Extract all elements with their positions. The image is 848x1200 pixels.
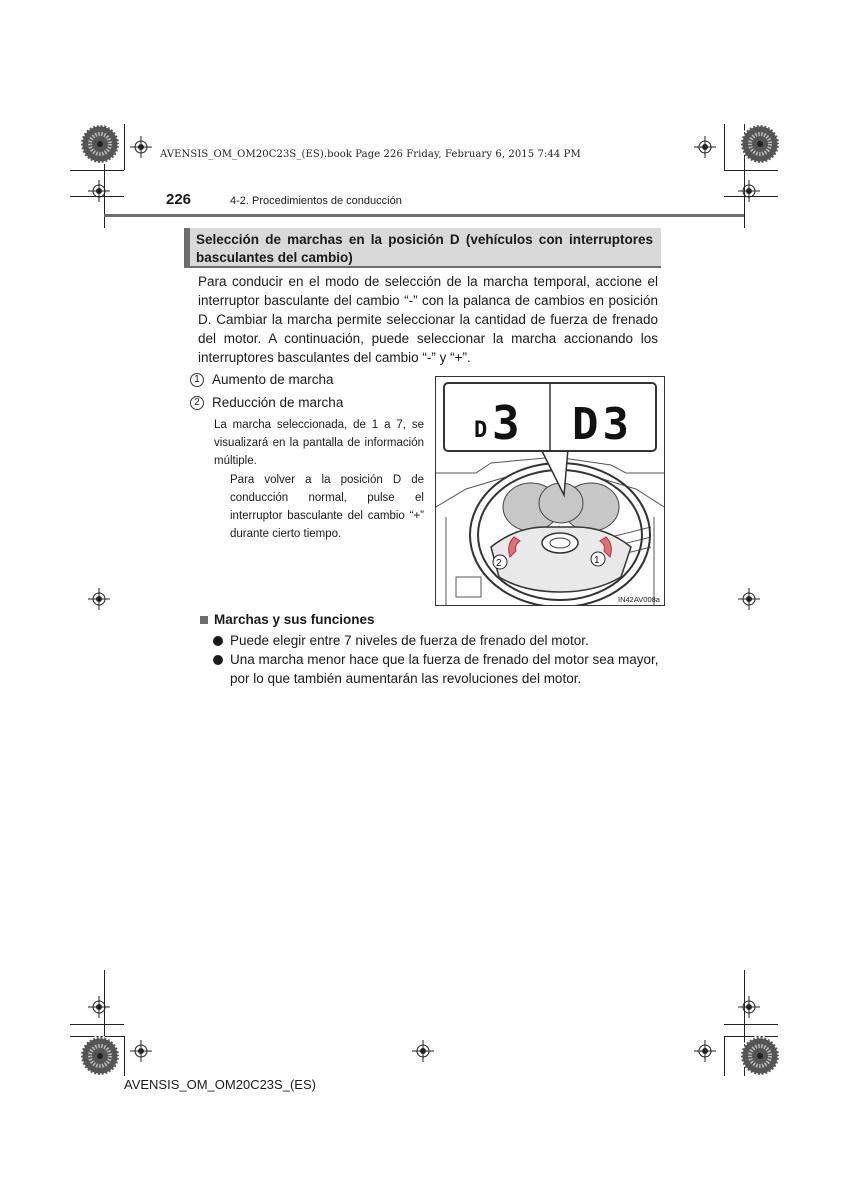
registration-mark-icon — [694, 1040, 716, 1062]
print-info: AVENSIS_OM_OM20C23S_(ES).book Page 226 Friday, February 6, 2015 7:44 PM — [160, 149, 581, 160]
rosette-mark-icon — [740, 124, 780, 164]
crop-line — [724, 1024, 778, 1025]
registration-mark-icon — [738, 180, 760, 202]
crop-line — [124, 1036, 125, 1076]
steering-wheel-illustration — [436, 377, 664, 605]
registration-mark-icon — [738, 996, 760, 1018]
header-rule — [104, 214, 744, 217]
note-selected-gear: La marcha seleccionada, de 1 a 7, se visualizará en la pantalla de información múltiple. — [214, 419, 424, 467]
bullet-dot-icon — [213, 655, 223, 665]
rosette-mark-icon — [80, 124, 120, 164]
marker-2: 2 — [496, 558, 502, 569]
square-bullet-icon — [200, 616, 208, 624]
list-item — [212, 650, 662, 688]
note-return-d: Para volver a la posición D de conducción normal, pulse el interruptor basculante del cambio “+” durante cierto tiempo. — [230, 474, 424, 540]
crop-line — [124, 124, 125, 170]
registration-mark-icon — [130, 136, 152, 158]
registration-mark-icon — [412, 1040, 434, 1062]
steering-wheel-figure — [435, 376, 665, 606]
callout-item — [190, 395, 343, 410]
section-title: 4-2. Procedimientos de conducción — [230, 195, 402, 207]
bullet-dot-icon — [213, 636, 223, 646]
rosette-mark-icon — [80, 1036, 120, 1076]
crop-line — [724, 124, 725, 170]
crop-line — [724, 1036, 725, 1076]
subsection-heading — [200, 612, 375, 627]
footer-text: AVENSIS_OM_OM20C23S_(ES) — [124, 1077, 316, 1092]
callout-label: Aumento de marcha — [212, 372, 334, 387]
display-left-big: 3 — [492, 396, 520, 450]
registration-mark-icon — [88, 588, 110, 610]
subsection-title: Marchas y sus funciones — [214, 612, 375, 627]
crop-line — [70, 170, 124, 171]
crop-line — [724, 170, 778, 171]
callout-label: Reducción de marcha — [212, 395, 344, 410]
bullet-list — [212, 631, 662, 688]
callout-number: 1 — [190, 373, 204, 387]
registration-mark-icon — [88, 180, 110, 202]
registration-mark-icon — [738, 588, 760, 610]
registration-mark-icon — [130, 1040, 152, 1062]
registration-mark-icon — [88, 996, 110, 1018]
page-number: 226 — [166, 191, 192, 208]
list-item-text: Puede elegir entre 7 niveles de fuerza de frenado del motor. — [230, 633, 589, 648]
list-item-text: Una marcha menor hace que la fuerza de frenado del motor sea mayor, por lo que también aumentarán las revoluciones del motor. — [230, 652, 659, 686]
marker-1: 1 — [594, 555, 600, 566]
display-right: D3 — [572, 399, 633, 450]
crop-line — [70, 1024, 124, 1025]
callout-number: 2 — [190, 396, 204, 410]
callout-item — [190, 372, 334, 387]
rosette-mark-icon — [740, 1036, 780, 1076]
section-heading: Selección de marchas en la posición D (vehículos con interruptores basculantes del cambio) — [184, 228, 661, 268]
display-left-small: D — [474, 418, 488, 443]
figure-code: IN42AV008a — [618, 595, 660, 604]
list-item — [212, 631, 662, 650]
registration-mark-icon — [694, 136, 716, 158]
intro-paragraph: Para conducir en el modo de selección de la marcha temporal, accione el interruptor basculante del cambio “-” con la palanca de cambios en posición D. Cambiar la marcha permite seleccionar la cantidad de fuerza de frenado del motor. A continuación, puede seleccionar la marcha accionando los interruptores basculantes del cambio “-” y “+”. — [198, 274, 658, 365]
